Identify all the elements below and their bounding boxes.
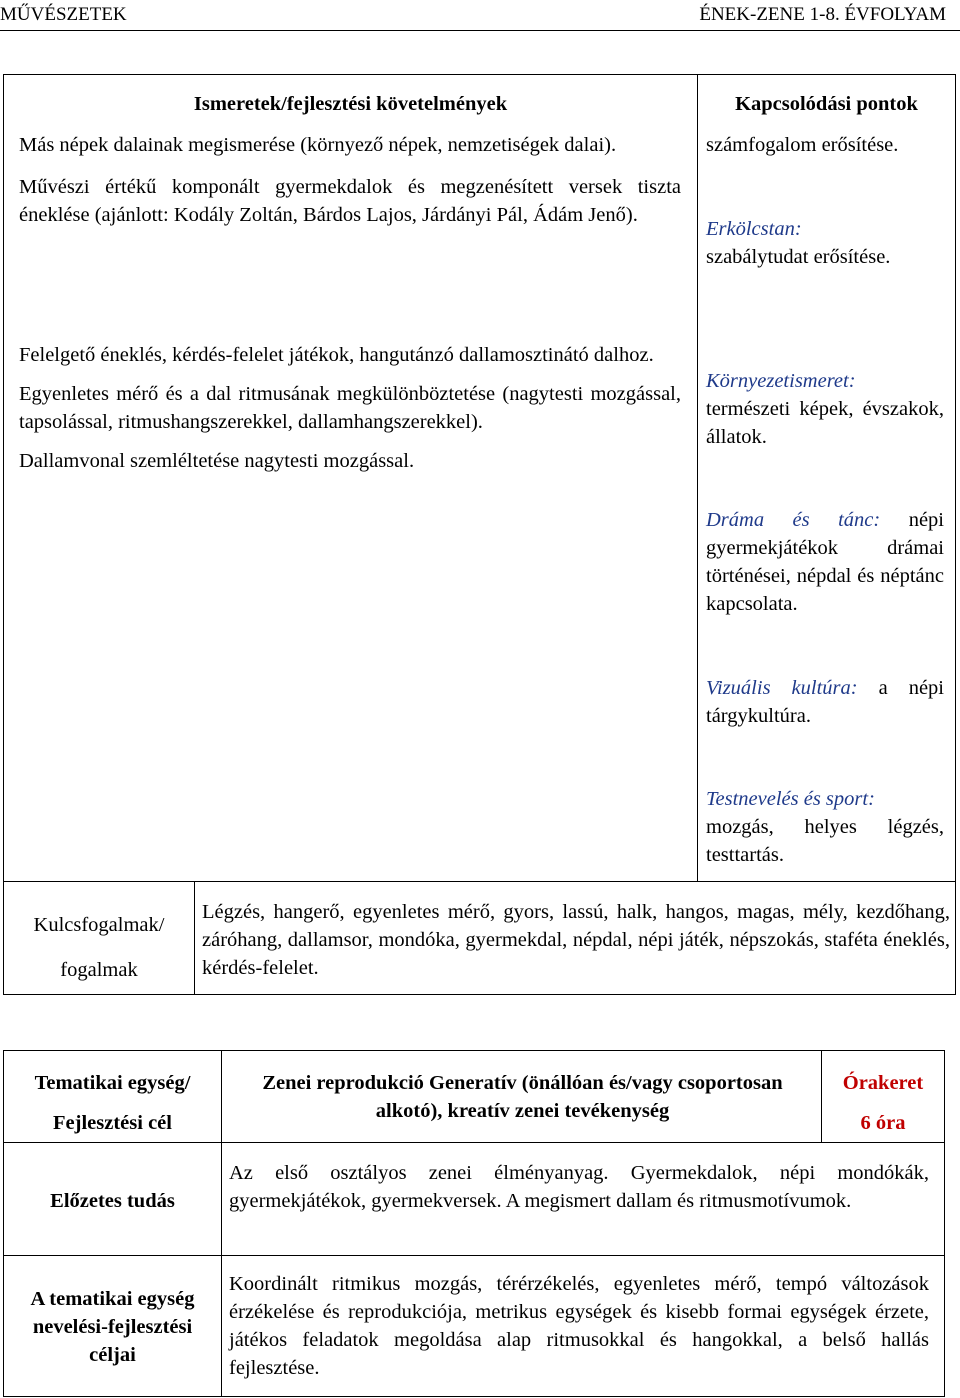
requirement-item: Dallamvonal szemléltetése nagytesti mozgással. [19,450,415,472]
link-visual [706,674,944,730]
link-text: a népi tárgykultúra. [706,677,944,727]
link-text: népi gyermekjátékok drámai történései, népdal és néptánc kapcsolata. [706,509,944,615]
column-header-links: Kapcsolódási pontok [735,93,918,115]
link-pe [706,785,944,869]
prior-knowledge-label: Előzetes tudás [50,1190,175,1212]
link-text: természeti képek, évszakok, állatok. [706,398,944,448]
unit-title: Zenei reprodukció Generatív (önállóan és/vagy csoportosan alkotó), kreatív zenei tevékenység [262,1072,783,1122]
link-subject: Vizuális kultúra: [706,677,858,699]
unit-label: Tematikai egység/ Fejlesztési cél [34,1072,191,1134]
header-rule [0,30,960,31]
link-subject: Dráma és tánc: [706,509,881,531]
link-text: szabálytudat erősítése. [706,246,891,268]
link-subject: Környezetismeret: [706,370,856,392]
keywords-text: Légzés, hangerő, egyenletes mérő, gyors, lassú, halk, hangos, magas, mély, kezdőhang, záróhang, dallamsor, mondóka, gyermekdal, népdal, népi játék, népszokás, staféta éneklés, kérdés-felelet. [202,901,950,979]
column-header-requirements: Ismeretek/fejlesztési követelmények [193,93,508,115]
goals-label: A tematikai egység nevelési-fejlesztési céljai [30,1288,195,1366]
requirement-item: Egyenletes mérő és a dal ritmusának megkülönböztetése (nagytesti mozgással, tapsolással, ritmushangszerekkel, dallamhangszerekkel). [19,383,681,433]
link-environment [706,367,944,451]
link-subject: Testnevelés és sport: [706,788,875,810]
link-text: mozgás, helyes légzés, testtartás. [706,816,944,866]
link-subject: Erkölcstan: [706,218,802,240]
keywords-label: Kulcsfogalmak/ fogalmak [33,914,165,981]
link-drama [706,506,944,618]
running-header-right: ÉNEK-ZENE 1-8. ÉVFOLYAM [699,4,946,25]
hours-value: 6 óra [860,1112,906,1134]
requirements-block-2 [19,341,681,475]
running-header-left: MŰVÉSZETEK [0,4,127,25]
hours-label: Órakeret [842,1072,924,1094]
requirements-block-1 [19,131,681,229]
hours-block [822,1063,944,1143]
goals-text: Koordinált ritmikus mozgás, térérzékelés, egyenletes mérő, tempó változások érzékelése és reprodukciója, metrikus egységek és kisebb formai egységek érzete, játékos feladatok megoldása alap ritmusokkal és hangokkal, a belső hallás fejlesztése. [229,1273,929,1379]
link-text: számfogalom erősítése. [706,134,899,156]
requirement-item: Felelgető éneklés, kérdés-felelet játékok, hangutánzó dallamosztinátó dalhoz. [19,344,654,366]
requirement-item: Más népek dalainak megismerése (környező népek, nemzetiségek dalai). [19,134,617,156]
requirement-item: Művészi értékű komponált gyermekdalok és megzenésített versek tiszta éneklése (ajánlott: Kodály Zoltán, Bárdos Lajos, Járdányi Pál, Ádám Jenő). [19,176,681,226]
prior-knowledge-text: Az első osztályos zenei élményanyag. Gyermekdalok, népi mondókák, gyermekjátékok, gyermekversek. A megismert dallam és ritmusmotívumok. [229,1162,929,1212]
link-ethics [706,215,944,271]
link-math [706,131,944,159]
